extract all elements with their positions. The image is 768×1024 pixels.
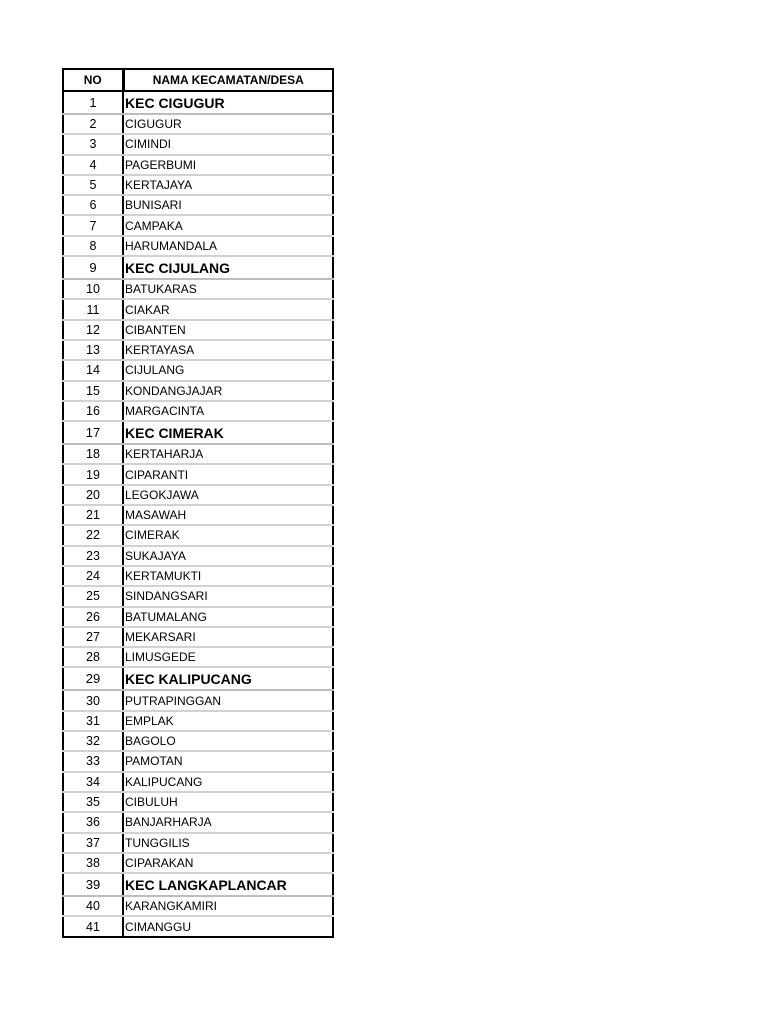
row-number: 12 xyxy=(63,320,123,340)
desa-row xyxy=(63,896,333,916)
row-number: 23 xyxy=(63,546,123,566)
kecamatan-row xyxy=(63,256,333,279)
kecamatan-name: KEC LANGKAPLANCAR xyxy=(123,873,333,896)
row-number: 38 xyxy=(63,853,123,873)
kecamatan-row xyxy=(63,421,333,444)
row-number: 26 xyxy=(63,607,123,627)
desa-row xyxy=(63,751,333,771)
desa-row xyxy=(63,299,333,319)
row-number: 32 xyxy=(63,731,123,751)
desa-row xyxy=(63,812,333,832)
kecamatan-name: KEC KALIPUCANG xyxy=(123,667,333,690)
desa-row xyxy=(63,175,333,195)
desa-row xyxy=(63,586,333,606)
kecamatan-name: KEC CIGUGUR xyxy=(123,91,333,114)
desa-row xyxy=(63,772,333,792)
desa-name: MARGACINTA xyxy=(123,401,333,421)
desa-name: KERTAYASA xyxy=(123,340,333,360)
desa-row xyxy=(63,279,333,299)
desa-name: CAMPAKA xyxy=(123,215,333,235)
desa-row xyxy=(63,731,333,751)
row-number: 9 xyxy=(63,256,123,279)
desa-name: CIAKAR xyxy=(123,299,333,319)
desa-name: BATUMALANG xyxy=(123,607,333,627)
desa-row xyxy=(63,444,333,464)
row-number: 24 xyxy=(63,566,123,586)
row-number: 19 xyxy=(63,464,123,484)
desa-name: SUKAJAYA xyxy=(123,546,333,566)
row-number: 36 xyxy=(63,812,123,832)
desa-row xyxy=(63,792,333,812)
row-number: 17 xyxy=(63,421,123,444)
desa-name: PAMOTAN xyxy=(123,751,333,771)
row-number: 29 xyxy=(63,667,123,690)
desa-name: CIPARAKAN xyxy=(123,853,333,873)
row-number: 18 xyxy=(63,444,123,464)
row-number: 20 xyxy=(63,485,123,505)
kecamatan-row xyxy=(63,667,333,690)
row-number: 25 xyxy=(63,586,123,606)
desa-name: HARUMANDALA xyxy=(123,236,333,256)
desa-name: KERTAHARJA xyxy=(123,444,333,464)
desa-row xyxy=(63,647,333,667)
desa-row xyxy=(63,627,333,647)
desa-name: CIJULANG xyxy=(123,360,333,380)
row-number: 8 xyxy=(63,236,123,256)
desa-name: PUTRAPINGGAN xyxy=(123,690,333,710)
desa-name: CIMERAK xyxy=(123,525,333,545)
desa-name: LEGOKJAWA xyxy=(123,485,333,505)
row-number: 10 xyxy=(63,279,123,299)
desa-row xyxy=(63,566,333,586)
row-number: 6 xyxy=(63,195,123,215)
row-number: 11 xyxy=(63,299,123,319)
desa-name: CIBANTEN xyxy=(123,320,333,340)
desa-name: MASAWAH xyxy=(123,505,333,525)
desa-name: EMPLAK xyxy=(123,711,333,731)
desa-row xyxy=(63,711,333,731)
row-number: 13 xyxy=(63,340,123,360)
row-number: 31 xyxy=(63,711,123,731)
kecamatan-desa-table xyxy=(62,68,334,938)
kecamatan-row xyxy=(63,91,333,114)
row-number: 27 xyxy=(63,627,123,647)
desa-row xyxy=(63,464,333,484)
desa-row xyxy=(63,401,333,421)
desa-name: KERTAJAYA xyxy=(123,175,333,195)
row-number: 35 xyxy=(63,792,123,812)
desa-row xyxy=(63,215,333,235)
desa-name: CIGUGUR xyxy=(123,114,333,134)
header-row xyxy=(63,69,333,91)
row-number: 30 xyxy=(63,690,123,710)
row-number: 14 xyxy=(63,360,123,380)
row-number: 22 xyxy=(63,525,123,545)
row-number: 41 xyxy=(63,916,123,936)
desa-name: KONDANGJAJAR xyxy=(123,381,333,401)
row-number: 28 xyxy=(63,647,123,667)
header-no: NO xyxy=(63,69,123,91)
desa-name: PAGERBUMI xyxy=(123,155,333,175)
desa-row xyxy=(63,853,333,873)
desa-row xyxy=(63,505,333,525)
desa-name: CIPARANTI xyxy=(123,464,333,484)
desa-row xyxy=(63,340,333,360)
desa-row xyxy=(63,690,333,710)
header-name: NAMA KECAMATAN/DESA xyxy=(123,69,333,91)
desa-name: SINDANGSARI xyxy=(123,586,333,606)
row-number: 4 xyxy=(63,155,123,175)
row-number: 1 xyxy=(63,91,123,114)
desa-row xyxy=(63,195,333,215)
kecamatan-row xyxy=(63,873,333,896)
row-number: 7 xyxy=(63,215,123,235)
desa-row xyxy=(63,485,333,505)
table-body xyxy=(63,91,333,937)
row-number: 37 xyxy=(63,833,123,853)
row-number: 2 xyxy=(63,114,123,134)
desa-name: CIMANGGU xyxy=(125,919,191,934)
desa-name: BUNISARI xyxy=(123,195,333,215)
desa-name: KERTAMUKTI xyxy=(123,566,333,586)
row-number: 21 xyxy=(63,505,123,525)
desa-name: BATUKARAS xyxy=(123,279,333,299)
desa-row xyxy=(63,381,333,401)
desa-row xyxy=(63,833,333,853)
row-number: 3 xyxy=(63,134,123,154)
desa-row xyxy=(63,114,333,134)
desa-row xyxy=(63,525,333,545)
desa-row xyxy=(63,134,333,154)
kecamatan-name: KEC CIMERAK xyxy=(123,421,333,444)
desa-row xyxy=(63,320,333,340)
row-number: 39 xyxy=(63,873,123,896)
desa-row xyxy=(63,607,333,627)
row-number: 16 xyxy=(63,401,123,421)
desa-row xyxy=(63,236,333,256)
desa-row xyxy=(63,916,333,936)
row-number: 40 xyxy=(63,896,123,916)
kecamatan-name: KEC CIJULANG xyxy=(123,256,333,279)
desa-name: CIMINDI xyxy=(123,134,333,154)
desa-name: KARANGKAMIRI xyxy=(123,896,333,916)
desa-name: BAGOLO xyxy=(123,731,333,751)
desa-name: CIBULUH xyxy=(123,792,333,812)
desa-name: MEKARSARI xyxy=(123,627,333,647)
desa-row xyxy=(63,360,333,380)
desa-name: LIMUSGEDE xyxy=(123,647,333,667)
row-number: 34 xyxy=(63,772,123,792)
row-number: 33 xyxy=(63,751,123,771)
desa-row xyxy=(63,155,333,175)
desa-name: KALIPUCANG xyxy=(123,772,333,792)
desa-row xyxy=(63,546,333,566)
row-number: 15 xyxy=(63,381,123,401)
desa-name: TUNGGILIS xyxy=(123,833,333,853)
desa-name: BANJARHARJA xyxy=(123,812,333,832)
row-number: 5 xyxy=(63,175,123,195)
